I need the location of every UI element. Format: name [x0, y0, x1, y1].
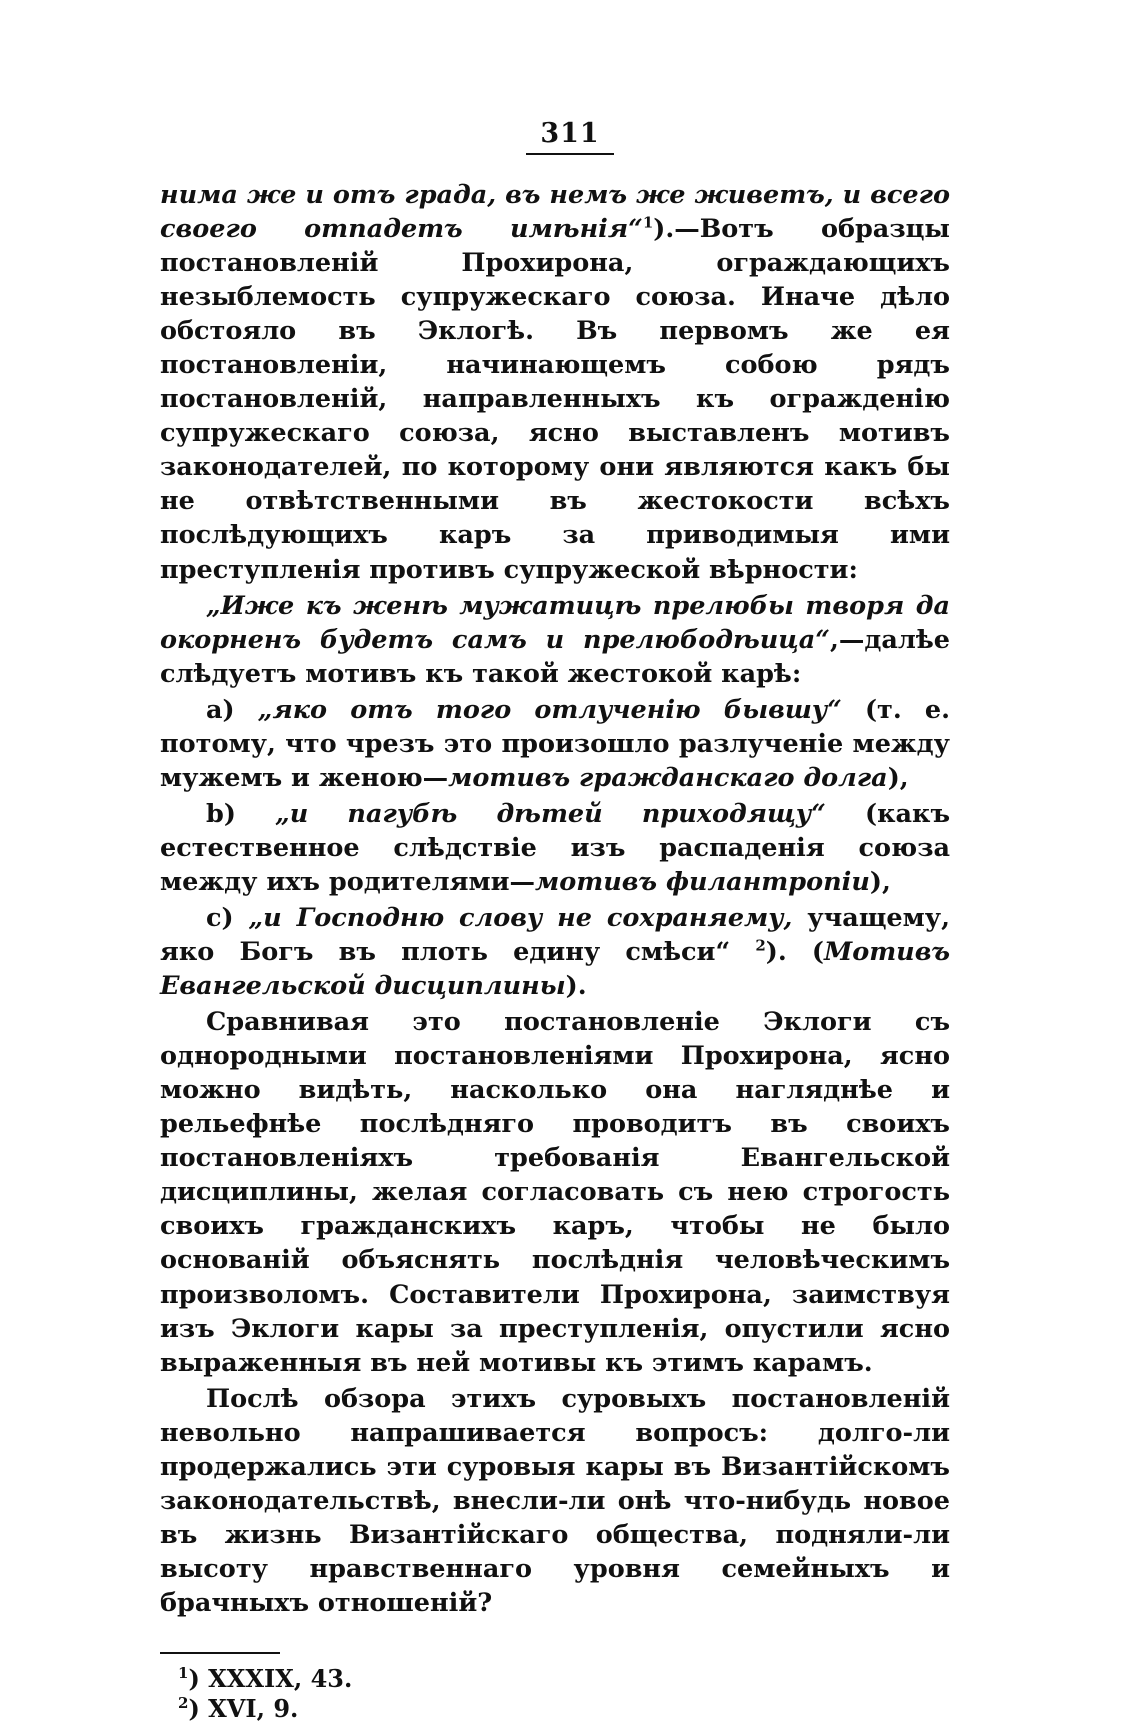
paragraph-4-item-b	[160, 797, 950, 899]
footnote-mark: 2	[178, 1694, 189, 1712]
footnotes	[178, 1664, 352, 1724]
text-run: ),	[869, 866, 891, 897]
italic-run: „Иже къ женѣ мужатицѣ прелюбы творя да окорненъ будетъ самъ и прелюбодѣица“	[160, 590, 950, 655]
footnote-1	[178, 1664, 352, 1694]
italic-run: „яко отъ того отлученію бывшу“	[257, 694, 842, 725]
footnote-text: ) XVI, 9.	[188, 1694, 299, 1723]
paragraph-2	[160, 589, 950, 691]
paragraph-1	[160, 178, 950, 587]
italic-run: мотивъ филантропіи	[535, 866, 870, 897]
text-run: ),	[887, 762, 909, 793]
text-run: ). (	[765, 937, 824, 968]
footnote-ref: 1	[642, 213, 654, 232]
italic-run: нима же и отъ града, въ немъ же живетъ, и всего своего отпадетъ имѣнія“	[160, 180, 950, 245]
footnote-mark: 1	[178, 1664, 189, 1682]
text-run: a)	[206, 694, 258, 725]
italic-run: Мотивъ Евангельской дисциплины	[160, 937, 951, 1002]
text-run: (какъ естественное слѣдствіе изъ распаденія союза между ихъ родителями—	[160, 798, 951, 897]
italic-run: „и Господню слову не сохраняему,	[248, 902, 793, 933]
italic-run: „и пагубѣ дѣтей приходящу“	[275, 798, 826, 829]
page-header	[0, 118, 1140, 155]
text-run: (т. е. потому, что чрезъ это произошло разлученіе между мужемъ и женою—	[160, 694, 951, 793]
text-run: b)	[206, 798, 276, 829]
paragraph-6	[160, 1005, 950, 1380]
paragraph-5-item-c	[160, 901, 950, 1003]
body-text	[160, 178, 950, 1620]
text-run: Сравнивая это постановленіе Эклоги съ однородными постановленіями Прохирона, ясно можно видѣть, насколько она нагляднѣе и рельефнѣе послѣдняго проводитъ въ своихъ постановленіяхъ требованія Евангельской дисциплины, желая согласовать съ нею строгость своихъ гражданскихъ каръ, чтобы не было основаній объяснять послѣднія человѣческимъ произволомъ. Составители Прохирона, заимствуя изъ Эклоги кары за преступленія, опустили ясно выраженныя въ ней мотивы къ этимъ карамъ.	[160, 1007, 950, 1378]
paragraph-3-item-a	[160, 693, 950, 795]
text-run: учащему, яко Богъ въ плоть едину смѣси“	[160, 902, 950, 968]
footnote-ref: 2	[755, 936, 766, 955]
text-run: Послѣ обзора этихъ суровыхъ постановленій невольно напрашивается вопросъ: долго-ли продержались эти суровыя кары въ Византійскомъ законодательствѣ, внесли-ли онѣ что-нибудь новое въ жизнь Византійскаго общества, подняли-ли высоту нравственнаго уровня семейныхъ и брачныхъ отношеній?	[160, 1383, 950, 1618]
footnote-divider	[160, 1652, 280, 1654]
footnote-text: ) XXXIX, 43.	[188, 1664, 353, 1693]
text-run: ).	[565, 971, 587, 1002]
text-run: ).—Вотъ образцы постановленій Прохирона, ограждающихъ незыблемость супружескаго союза. Иначе дѣло обстояло въ Эклогѣ. Въ первомъ же ея постановленіи, начинающемъ собою рядъ постановленій, направленныхъ къ огражденію супружескаго союза, ясно выставленъ мотивъ законодателей, по которому они являются какъ бы не отвѣтственными въ жестокости всѣхъ послѣдующихъ каръ за приводимыя ими преступленія противъ супружеской вѣрности:	[160, 214, 950, 585]
footnote-2	[178, 1694, 352, 1724]
page-number: 311	[526, 118, 613, 155]
text-run: c)	[206, 902, 249, 933]
italic-run: мотивъ гражданскаго долга	[448, 762, 888, 793]
text-run: ,—далѣе слѣдуетъ мотивъ къ такой жестокой карѣ:	[160, 624, 950, 689]
paragraph-7	[160, 1382, 950, 1620]
